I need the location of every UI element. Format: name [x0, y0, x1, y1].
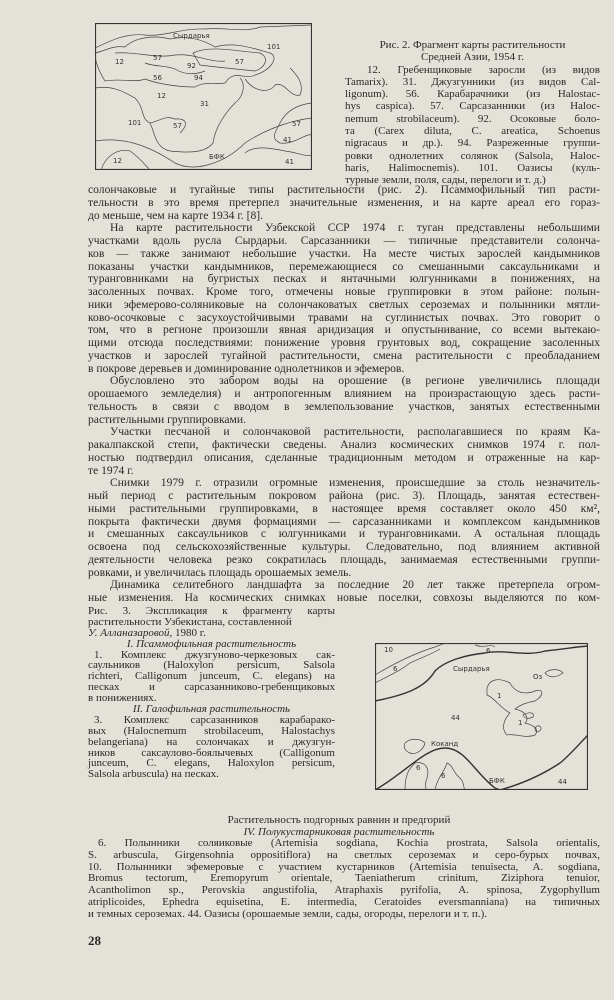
text-line: та (Carex diluta, C. areatica, Schoenus: [345, 125, 600, 138]
text-line: ников саксаулово-боялычевых (Calligonum: [88, 746, 335, 759]
map-label: 6: [441, 772, 446, 780]
text-line: nigracaus и др.). 94. Разреженные группи-: [345, 137, 600, 150]
map-label: 12: [113, 157, 122, 165]
map-label: 12: [157, 92, 166, 100]
map-label: 44: [451, 714, 460, 722]
text-line: и темных сероземах. 44. Оазисы (орошаемые земли, сады, огороды, перелоги и т. п.).: [88, 907, 487, 920]
text-line: ники эфемерово-соляниковые на солончаковатых светлых сероземах и полынники мятли-: [88, 297, 600, 311]
map-label: 6: [416, 764, 421, 772]
text-line: том, что в регионе произошли явная аридизация и опустынивание, со всеми вытекаю-: [88, 323, 600, 337]
text-line: турные земли, поля, сады, перелоги и т. д.): [345, 174, 546, 187]
text-line: richteri, Calligonum junceum, C. elegans) на: [88, 670, 335, 683]
text-line: hys caspica). 57. Сарсазанники (из Haloc-: [345, 100, 600, 113]
map-label: Оз: [533, 673, 543, 681]
vegetation-map-1980: [375, 643, 588, 790]
text-line: покрыта фактически двумя формациями — сарсазанниками и комплексом кандымников: [88, 514, 600, 528]
text-line: ные изменения. На космических снимках новые поселки, совхозы выделяются по ком-: [88, 591, 600, 604]
text-line: в понижениях.: [88, 692, 157, 705]
text-line: участками вдоль русла Сырдарьи. Сарсазанники — типичные представители солонча-: [88, 234, 600, 247]
map-label: 31: [200, 100, 209, 108]
map-label: Сырдарья: [453, 665, 490, 673]
text-line: ный период с растительным покровом района (рис. 3). Площадь, занятая естествен-: [88, 489, 600, 502]
text-line: ков — также занимают небольшие участки. На месте чистых зарослей кандымников: [88, 246, 600, 260]
text-line: I. Псаммофильная растительность: [126, 637, 297, 650]
text-line: те 1974 г.: [88, 463, 134, 477]
text-line: орошаемого земледелия) и антропогенным влиянием на произрастающую здесь расти-: [88, 387, 600, 400]
map-label: 94: [194, 74, 203, 82]
figure-2-caption: [345, 39, 600, 187]
author-name: У. Алланазаровой: [88, 626, 170, 639]
text-line: тельности в это время претерпел значительные изменения, и на карте ареал его гораз-: [88, 195, 600, 209]
map-label: 57: [153, 54, 162, 62]
text-line: засоленных почвах. Кроме того, отмечены новые группировки в этом районе: полын-: [88, 285, 600, 298]
text-line: На карте растительности Узбекской ССР 1974 г. туган представлены небольшими: [110, 221, 600, 235]
text-line: 6. Полынники соляиковые (Artemisia sogdiana, Kochia prostrata, Salsola orientalis,: [98, 837, 600, 850]
text-line: IV. Полукустарниковая растительность: [243, 825, 435, 838]
text-line: Acantholimon sp., Perovskia angustifolia, Atraphaxis pyrifolia, A. spinosa, Zygophyllum: [88, 884, 600, 897]
map-label: 44: [558, 778, 567, 786]
text-line: ково-осочковые с засухоустойчивыми травами на суглинистых почвах. Это говорит о: [88, 310, 600, 324]
text-line: Средней Азии, 1954 г.: [421, 51, 524, 64]
figure-3-caption: [88, 606, 335, 780]
text-line: ровками, и увеличилась площадь орошаемых земель.: [88, 565, 352, 579]
text-line: ligonum). 56. Карабарачники (из Halostac-: [345, 88, 600, 101]
text-line: Salsola arbuscula) на песках.: [88, 768, 219, 781]
map-label: 101: [128, 119, 142, 127]
map-label: 57: [173, 122, 182, 130]
text-line: до меньше, чем на карте 1934 г. [8].: [88, 208, 264, 222]
map-label: Коканд: [431, 740, 459, 748]
text-line: Tamarix). 31. Джузгунники (из видов Cal-: [345, 75, 600, 88]
map-label: 57: [235, 58, 244, 66]
text-line: растительности Узбекистана, составленной: [88, 615, 292, 628]
text-line: 12. Гребенщиковые заросли (из видов: [367, 63, 600, 76]
text-line: Растительность подгорных равнин и предгорий: [227, 814, 451, 826]
text-line: 10. Полынники эфемеровые с участием кустарников (Artemisia tenuisecta, A. sogdiana,: [88, 860, 600, 873]
map-label: 6: [393, 665, 398, 673]
text-line: junceum, C. elegans, Haloxylon persicum,: [88, 757, 335, 770]
map-label: БФК: [489, 777, 505, 785]
map-label: 56: [153, 74, 162, 82]
map-label: 10: [384, 646, 393, 654]
text-line: туранговниками на бугристых песках и янтачными юлгунниками в понижениях, на: [88, 272, 600, 286]
text-line: участков и зарослей тугайной растительности, смена растительности с преобладанием: [88, 348, 600, 362]
text-line: Динамика селитебного ландшафта за последние 20 лет также претерпела огром-: [110, 578, 600, 592]
text-line: belangeriana) на солончаках и джузгун-: [88, 735, 335, 748]
body-text: [88, 184, 600, 605]
figure-3-legend-continued: [78, 815, 600, 920]
text-line: Bromus tectorum, Eremopyrum orientale, Taeniatherum crinitum, Ziziphora tenuior,: [88, 872, 600, 885]
text-line: ракалпакской степи, фактически сведены. Анализ космических снимков 1974 г. пол-: [88, 438, 600, 451]
map-label: 1: [497, 692, 502, 700]
text-line: ностью подтвердил описания, сделанные традиционным методом и отраженные на кар-: [88, 450, 600, 464]
text-line: освоена под сельскохозяйственные культуры. Следовательно, под влиянием активной: [88, 540, 600, 553]
map-label: Сырдарья: [173, 32, 210, 40]
text-line: и смешанных саксаульников с юлгунниками и туранговниками. А остальная площадь: [88, 527, 600, 541]
text-line: II. Галофильная растительность: [132, 703, 291, 716]
text-line: 1. Комплекс джузгуново-черкезовых сак-: [94, 648, 335, 661]
text-line: Обусловлено это забором воды на орошение (в регионе увеличились площади: [110, 374, 600, 388]
map-label: 41: [283, 136, 292, 144]
text-line: в покрове деревьев и доминирование однолетников и эфемеров.: [88, 361, 405, 375]
map-label: 12: [115, 58, 124, 66]
text-line: Снимки 1979 г. отразили огромные изменения, происшедшие за столь незначитель-: [110, 476, 600, 490]
text-line: показаны участки кандымников, перемежающиеся со смешанными саксаульниками и: [88, 259, 600, 273]
text-line: деятельности человека резко сократилась площадь, занимаемая естественными группи-: [88, 552, 600, 566]
text-line: S. arbuscula, Girgensohnia oppositiflora) на светлых сероземах и серо-бурых почвах,: [88, 849, 600, 862]
text-line: растительными группировками.: [88, 412, 246, 426]
text-line: саульников (Haloxylon persicum, Salsola: [88, 659, 335, 672]
text-line: ровки однолетних солянок (Salsola, Haloc-: [345, 149, 600, 162]
text-line: песках и сарсазанниково-гребенщиковых: [88, 681, 335, 694]
text-line: atriplicoides, Ephedra equisetina, E. intermedia, Ceratoides eversmanniana) на типичных: [88, 895, 600, 908]
map-label: 57: [292, 120, 301, 128]
map-label: 92: [187, 62, 196, 70]
map-label: 6: [486, 647, 491, 655]
text-line: 3. Комплекс сарсазанников карабарако-: [94, 713, 335, 726]
text-line: Участки песчаной и солончаковой растительности, располагавшиеся по краям Ка-: [110, 425, 600, 439]
map-label: 101: [267, 43, 281, 51]
text-line: nemum strobilaceum). 92. Осоковые боло-: [345, 112, 600, 125]
text-line: тельность в связи с вводом в землепользование участков, занятых естественными: [88, 399, 600, 413]
text-line: haris, Halimocnemis). 101. Оазисы (куль-: [345, 161, 600, 174]
vegetation-map-1954: [95, 23, 312, 170]
map-label: БФК: [209, 153, 225, 161]
text-line: солончаковые и тугайные типы растительности (рис. 2). Псаммофильный тип расти-: [88, 183, 600, 196]
map-label: 1: [518, 719, 523, 727]
text-line: вых (Halocnemum strobilaceum, Halostachys: [88, 724, 335, 737]
text-line: Рис. 3. Экспликация к фрагменту карты: [88, 605, 335, 617]
text-line: ными растительными группировками, в настоящее время составляет около 450 км²,: [88, 501, 600, 515]
text-line: У. Алланазаровой, 1980 г.: [88, 626, 206, 639]
page-number: 28: [88, 933, 101, 948]
map-label: 41: [285, 158, 294, 166]
text-line: Рис. 2. Фрагмент карты растительности: [379, 39, 566, 51]
text-line: щими отсюда последствиями: понижение уровня грунтовых вод, сокращение засоленных: [88, 336, 600, 349]
